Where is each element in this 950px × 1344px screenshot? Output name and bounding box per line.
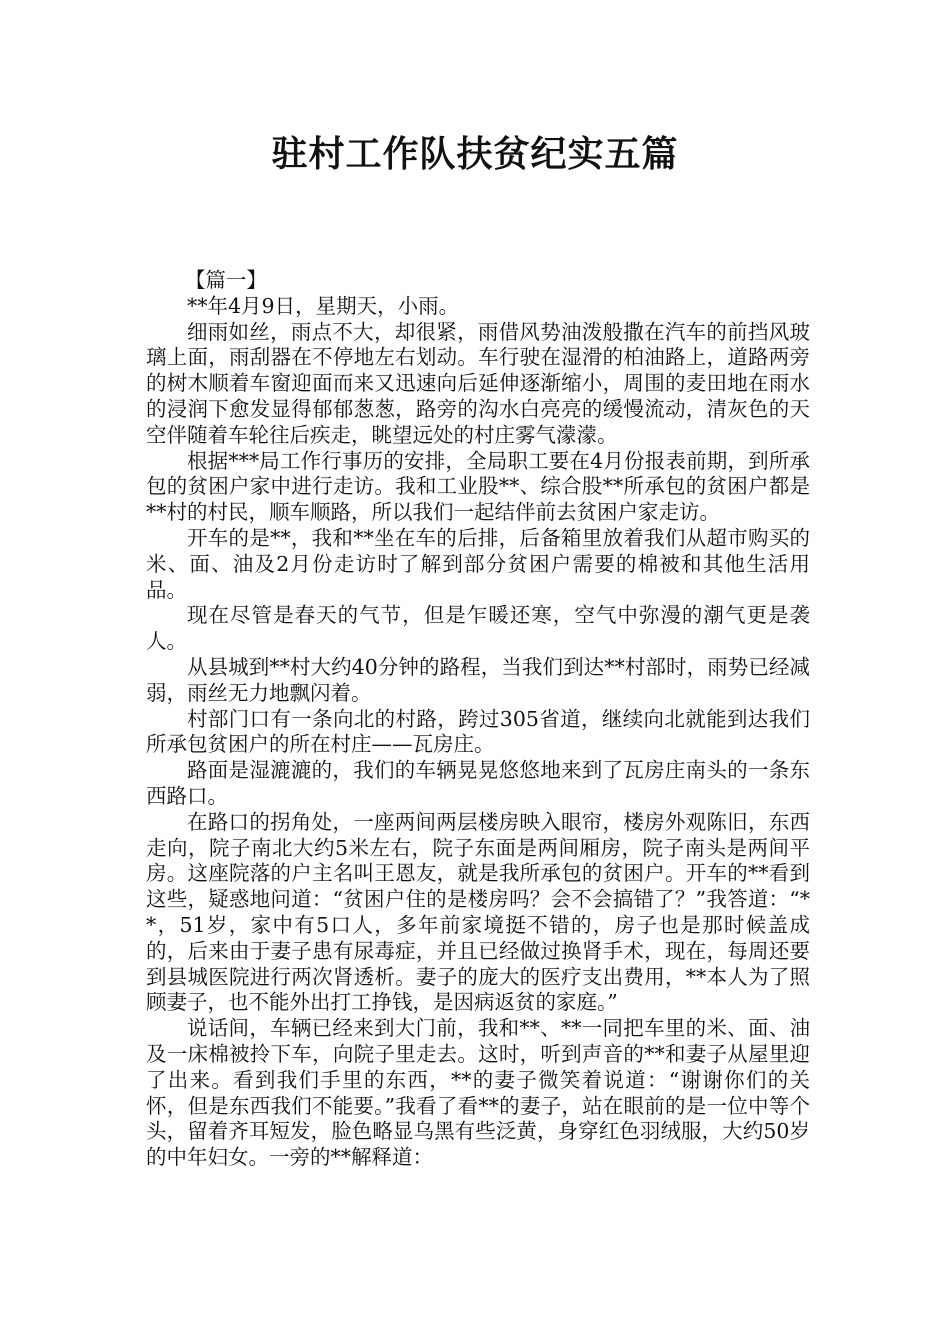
section-label: 【篇一】 <box>184 268 267 292</box>
paragraph: 村部门口有一条向北的村路，跨过305省道，继续向北就能到达我们所承包贫困户的所在村庄——瓦房庄。 <box>146 706 810 757</box>
paragraph: 在路口的拐角处，一座两间两层楼房映入眼帘，楼房外观陈旧，东西走向，院子南北大约5米左右，院子东面是两间厢房，院子南头是两间平房。这座院落的户主名叫王恩友，就是我所承包的贫困户。开车的**看到这些，疑惑地问道：“贫困户住的是楼房吗？会不会搞错了？”我答道：“**，51岁，家中有5口人，多年前家境挺不错的，房子也是那时候盖成的，后来由于妻子患有尿毒症，并且已经做过换肾手术，现在，每周还要到县城医院进行两次肾透析。妻子的庞大的医疗支出费用，**本人为了照顾妻子，也不能外出打工挣钱，是因病返贫的家庭。” <box>146 809 810 1015</box>
paragraph-date: **年4月9日，星期天，小雨。 <box>187 293 460 318</box>
paragraph: 现在尽管是春天的气节，但是乍暖还寒，空气中弥漫的潮气更是袭人。 <box>146 603 810 654</box>
paragraph: 开车的是**，我和**坐在车的后排，后备箱里放着我们从超市购买的米、面、油及2月份走访时了解到部分贫困户需要的棉被和其他生活用品。 <box>146 525 810 602</box>
paragraph: 细雨如丝，雨点不大，却很紧，雨借风势油泼般撒在汽车的前挡风玻璃上面，雨刮器在不停地左右划动。车行驶在湿滑的柏油路上，道路两旁的树木顺着车窗迎面而来又迅速向后延伸逐渐缩小，周围的麦田地在雨水的浸润下愈发显得郁郁葱葱，路旁的沟水白亮亮的缓慢流动，清灰色的天空伴随着车轮往后疾走，眺望远处的村庄雾气濛濛。 <box>146 319 810 447</box>
paragraph: 路面是湿漉漉的，我们的车辆晃晃悠悠地来到了瓦房庄南头的一条东西路口。 <box>146 758 810 808</box>
page-title: 驻村工作队扶贫纪实五篇 <box>271 134 679 175</box>
article-body <box>146 268 810 1171</box>
paragraph: 从县城到**村大约40分钟的路程，当我们到达**村部时，雨势已经减弱，雨丝无力地飘闪着。 <box>146 654 810 705</box>
paragraph: 说话间，车辆已经来到大门前，我和**、**一同把车里的米、面、油及一床棉被拎下车，向院子里走去。这时，听到声音的**和妻子从屋里迎了出来。看到我们手里的东西，**的妻子微笑着说道：“谢谢你们的关怀，但是东西我们不能要。”我看了看**的妻子，站在眼前的是一位中等个头，留着齐耳短发，脸色略显乌黑有些泛黄，身穿红色羽绒服，大约50岁的中年妇女。一旁的**解释道： <box>146 1016 810 1170</box>
paragraph: 根据***局工作行事历的安排，全局职工要在4月份报表前期，到所承包的贫困户家中进行走访。我和工业股**、综合股**所承包的贫困户都是**村的村民，顺车顺路，所以我们一起结伴前去贫困户家走访。 <box>146 448 810 525</box>
